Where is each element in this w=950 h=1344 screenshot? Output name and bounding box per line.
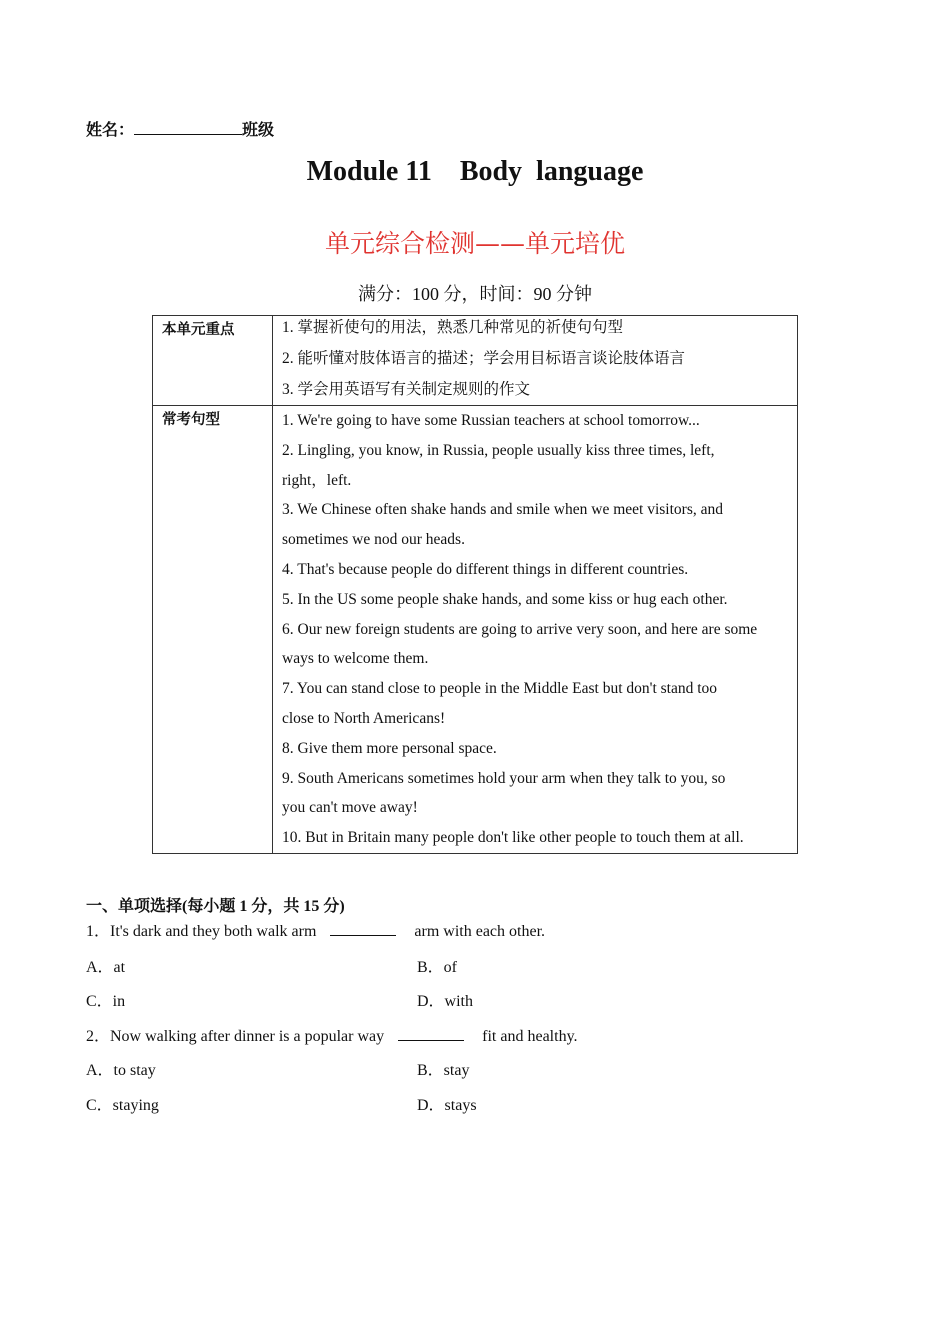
key-point: 1. 掌握祈使句的用法，熟悉几种常见的祈使句句型 [282,319,624,336]
sentence-line: ways to welcome them. [282,650,429,668]
question-1-option-a[interactable]: A．at [86,959,126,976]
key-points-row [153,316,798,406]
sentence-line: 5. In the US some people shake hands, and some kiss or hug each other. [282,590,728,608]
student-info-line [86,117,274,140]
sentence-line: sometimes we nod our heads. [282,531,465,549]
question-1-text: 1．It's dark and they both walk arm [86,923,317,940]
page-title: Module 11 Body language [306,156,644,187]
question-1-blank[interactable] [330,921,396,936]
question-1-option-d[interactable]: D．with [417,993,474,1010]
question-2-stem [86,1023,578,1046]
question-1-text-after: arm with each other. [414,923,546,940]
key-points-cell [273,316,798,406]
question-2-option-b[interactable]: B．stay [417,1062,470,1079]
question-1-option-c[interactable]: C．in [86,993,126,1010]
exam-meta: 满分：100 分，时间：90 分钟 [358,284,592,304]
sentence-line: 2. Lingling, you know, in Russia, people usually kiss three times, left, [282,441,715,459]
sentence-line: right，left. [282,471,352,489]
name-label: 姓名： [86,122,135,139]
question-2-blank[interactable] [398,1026,464,1041]
unit-summary-table [152,315,798,854]
sentence-line: 10. But in Britain many people don't like other people to touch them at all. [282,829,744,847]
sentences-label: 常考句型 [153,406,273,854]
sentence-line: you can't move away! [282,799,418,817]
section-title: 一、单项选择(每小题 1 分，共 15 分) [86,898,345,915]
question-2-option-a[interactable]: A．to stay [86,1062,156,1079]
question-2-option-c[interactable]: C．staying [86,1097,159,1114]
question-1-option-b[interactable]: B．of [417,959,458,976]
sentence-line: 3. We Chinese often shake hands and smile when we meet visitors, and [282,501,723,519]
sentence-line: 7. You can stand close to people in the Middle East but don't stand too [282,680,718,698]
sentence-line: 4. That's because people do different things in different countries. [282,560,689,578]
class-label: 班级 [242,122,275,139]
sentence-line: 8. Give them more personal space. [282,739,497,757]
question-2-option-d[interactable]: D．stays [417,1097,477,1114]
sentences-row [153,406,798,854]
sentence-line: 9. South Americans sometimes hold your arm when they talk to you, so [282,769,726,787]
key-points-label: 本单元重点 [153,316,273,406]
sentences-cell [273,406,798,854]
question-2-text: 2．Now walking after dinner is a popular way [86,1028,385,1045]
question-1-stem [86,918,545,941]
question-2-text-after: fit and healthy. [482,1028,578,1045]
key-point: 2. 能听懂对肢体语言的描述；学会用目标语言谈论肢体语言 [282,350,686,367]
name-blank[interactable] [134,120,242,135]
sentence-line: 6. Our new foreign students are going to arrive very soon, and here are some [282,620,758,638]
page-subtitle: 单元综合检测——单元培优 [324,229,625,258]
sentence-line: close to North Americans! [282,709,446,727]
key-point: 3. 学会用英语写有关制定规则的作文 [282,381,531,398]
sentence-line: 1. We're going to have some Russian teachers at school tomorrow... [282,412,700,429]
